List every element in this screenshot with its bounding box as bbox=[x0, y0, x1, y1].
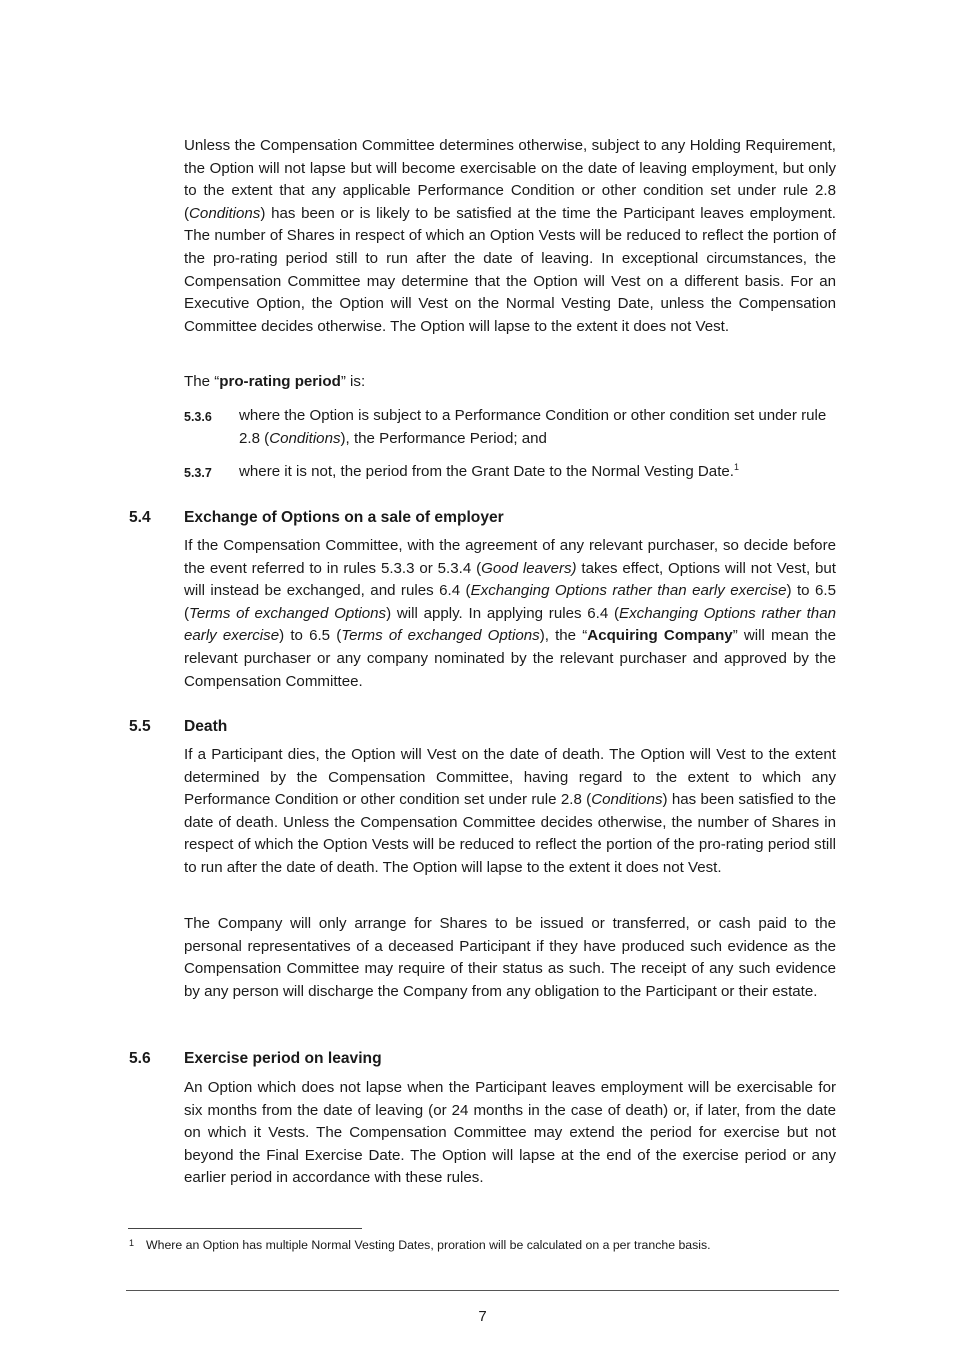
italic-ref: Exchanging Options rather than early exercise bbox=[184, 604, 836, 645]
footnote-text: Where an Option has multiple Normal Vesting Dates, proration will be calculated on a per tranche basis. bbox=[146, 1238, 711, 1252]
text-run: ), the Performance Period; and bbox=[340, 429, 547, 447]
footnote-ref[interactable]: 1 bbox=[733, 461, 739, 472]
italic-ref: Terms of exchanged Options bbox=[341, 627, 540, 645]
text-run: ” is: bbox=[340, 373, 366, 390]
text-run: ) to 6.5 ( bbox=[184, 582, 837, 622]
footer-rule bbox=[126, 1290, 839, 1291]
clause-5-3-6-text bbox=[239, 405, 839, 450]
text-run: where it is not, the period from the Grant Date to the Normal Vesting Date. bbox=[239, 463, 734, 480]
italic-ref: Good leavers) bbox=[481, 559, 577, 577]
section-heading: Death bbox=[184, 718, 228, 735]
text-run: ), the “ bbox=[539, 627, 588, 645]
section-5-6-text: An Option which does not lapse when the Participant leaves employment will be exercisable for six months from the date of leaving (or 24 months in the case of death) or, if later, from the date on which it Vests. The Compensation Committee may extend the period for exercise but not beyond the Final Exercise Date. The Option will lapse at the end of the exercise period or any earlier period in accordance with these rules. bbox=[184, 1079, 836, 1187]
section-5-5-paragraph-1 bbox=[184, 744, 836, 880]
section-number: 5.5 bbox=[129, 718, 151, 735]
clause-number: 5.3.6 bbox=[184, 410, 212, 424]
clause-number: 5.3.7 bbox=[184, 466, 212, 480]
defined-term: pro-rating period bbox=[219, 373, 341, 390]
italic-ref: Conditions bbox=[189, 204, 261, 222]
text-run: where the Option is subject to a Performance Condition or other condition set under rule 2.8 ( bbox=[239, 407, 827, 447]
text-run: ) to 6.5 ( bbox=[279, 627, 342, 645]
text-run: ) will apply. In applying rules 6.4 ( bbox=[386, 604, 620, 622]
italic-ref: Exchanging Options rather than early exercise bbox=[470, 582, 787, 600]
text-run: takes effect, Options will not Vest, but will instead be exchanged, and rules 6.4 ( bbox=[184, 559, 836, 600]
pro-rating-intro bbox=[184, 371, 836, 394]
section-number: 5.4 bbox=[129, 509, 151, 526]
section-heading: Exchange of Options on a sale of employer bbox=[184, 509, 504, 526]
italic-ref: Conditions bbox=[591, 791, 663, 809]
text-run: If the Compensation Committee, with the agreement of any relevant purchaser, so decide before the event referred to in rules 5.3.3 or 5.3.4 ( bbox=[184, 537, 836, 577]
text-run: ) has been satisfied to the date of death. Unless the Compensation Committee decides otherwise, the number of Shares in respect of which the Option Vests will be reduced to reflect the portion of the pro-rating period still to run after the date of death. The Option will lapse to the extent it does not Vest. bbox=[184, 791, 836, 876]
footnote-number: 1 bbox=[129, 1238, 135, 1248]
italic-ref: Terms of exchanged Options bbox=[189, 604, 387, 622]
leaving-paragraph bbox=[184, 135, 836, 338]
clause-5-3-7-text bbox=[239, 461, 839, 484]
italic-ref: Conditions bbox=[269, 429, 341, 447]
text-run: The “ bbox=[184, 373, 220, 390]
text-run: ) has been or is likely to be satisfied at the time the Participant leaves employment. The number of Shares in respect of which an Option Vests will be reduced to reflect the portion of the pro-rating period still to run after the date of leaving. In exceptional circumstances, the Compensation Committee may determine that the Option will Vest on a different basis. For an Executive Option, the Option will Vest on the Normal Vesting Date, unless the Compensation Committee decides otherwise. The Option will lapse to the extent it does not Vest. bbox=[184, 204, 836, 335]
page-number: 7 bbox=[478, 1308, 487, 1325]
text-run: ” will mean the relevant purchaser or any company nominated by the relevant purchaser and approved by the Compensation Committee. bbox=[184, 627, 836, 690]
section-heading: Exercise period on leaving bbox=[184, 1050, 382, 1067]
text-run: If a Participant dies, the Option will Vest on the date of death. The Option will Vest to the extent determined by the Compensation Committee, having regard to the extent to which any Performance Condition or other condition set under rule 2.8 ( bbox=[184, 746, 836, 809]
section-5-5-paragraph-2: The Company will only arrange for Shares to be issued or transferred, or cash paid to the personal representatives of a deceased Participant if they have produced such evidence as the Compensation Committee may require of their status as such. The receipt of any such evidence by any person will discharge the Company from any obligation to the Participant or their estate. bbox=[184, 915, 836, 1000]
section-5-4-text bbox=[184, 535, 836, 693]
footnote-separator bbox=[128, 1228, 362, 1229]
text-run: Unless the Compensation Committee determines otherwise, subject to any Holding Requirement, the Option will not lapse but will become exercisable on the date of leaving employment, but only to the extent that any applicable Performance Condition or other condition set under rule 2.8 ( bbox=[184, 137, 836, 222]
section-number: 5.6 bbox=[129, 1050, 151, 1067]
defined-term: Acquiring Company bbox=[587, 627, 733, 645]
